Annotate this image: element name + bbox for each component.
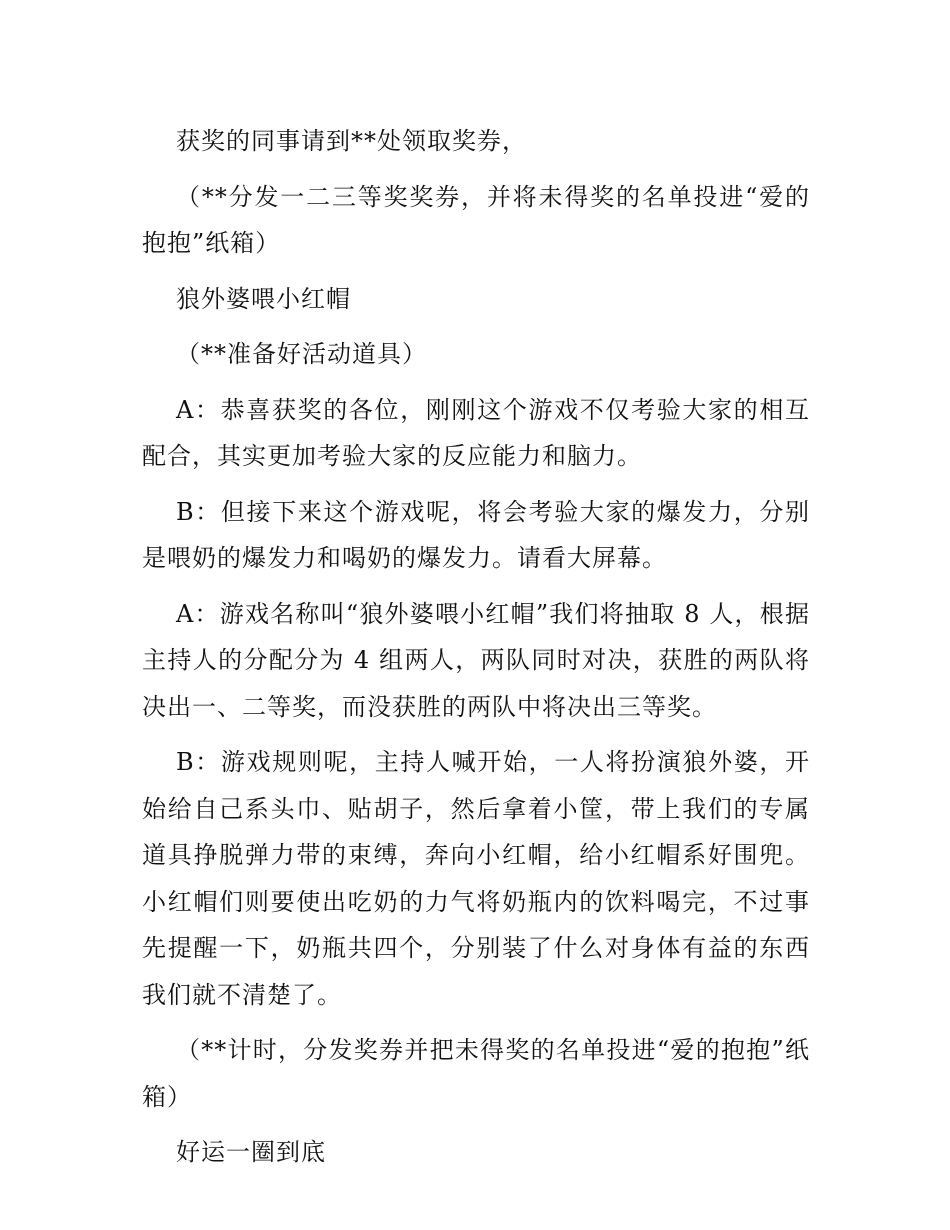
- paragraph-host-b-next-game: B：但接下来这个游戏呢，将会考验大家的爆发力，分别是喂奶的爆发力和喝奶的爆发力。请看大屏幕。: [142, 497, 810, 572]
- paragraph-distribute-tickets-note: （**分发一二三等奖奖券，并将未得奖的名单投进“爱的抱抱”纸箱）: [142, 182, 810, 257]
- section-heading-good-luck-game: 好运一圈到底: [176, 1138, 326, 1166]
- section-heading-wolf-grandma-game: 狼外婆喂小红帽: [176, 284, 351, 313]
- paragraph-prepare-props-note: （**准备好活动道具）: [176, 340, 427, 368]
- paragraph-host-b-game-rules: B：游戏规则呢，主持人喊开始，一人将扮演狼外婆，开始给自己系头巾、贴胡子，然后拿着小筐，带上我们的专属道具挣脱弹力带的束缚，奔向小红帽，给小红帽系好围兜。小红帽们则要使出吃奶的力气将奶瓶内的饮料喝完，不过事先提醒一下，奶瓶共四个，分别装了什么对身体有益的东西我们就不清楚了。: [142, 748, 810, 1009]
- paragraph-timing-note: （**计时，分发奖券并把未得奖的名单投进“爱的抱抱”纸箱）: [142, 1036, 810, 1111]
- paragraph-host-a-congrats: A：恭喜获奖的各位，刚刚这个游戏不仅考验大家的相互配合，其实更加考验大家的反应能力和脑力。: [142, 395, 810, 470]
- paragraph-prize-collection: 获奖的同事请到**处领取奖券，: [176, 127, 527, 155]
- paragraph-host-a-game-name: A：游戏名称叫“狼外婆喂小红帽”我们将抽取 8 人，根据主持人的分配分为 4 组两人，两队同时对决，获胜的两队将决出一、二等奖，而没获胜的两队中将决出三等奖。: [142, 599, 810, 721]
